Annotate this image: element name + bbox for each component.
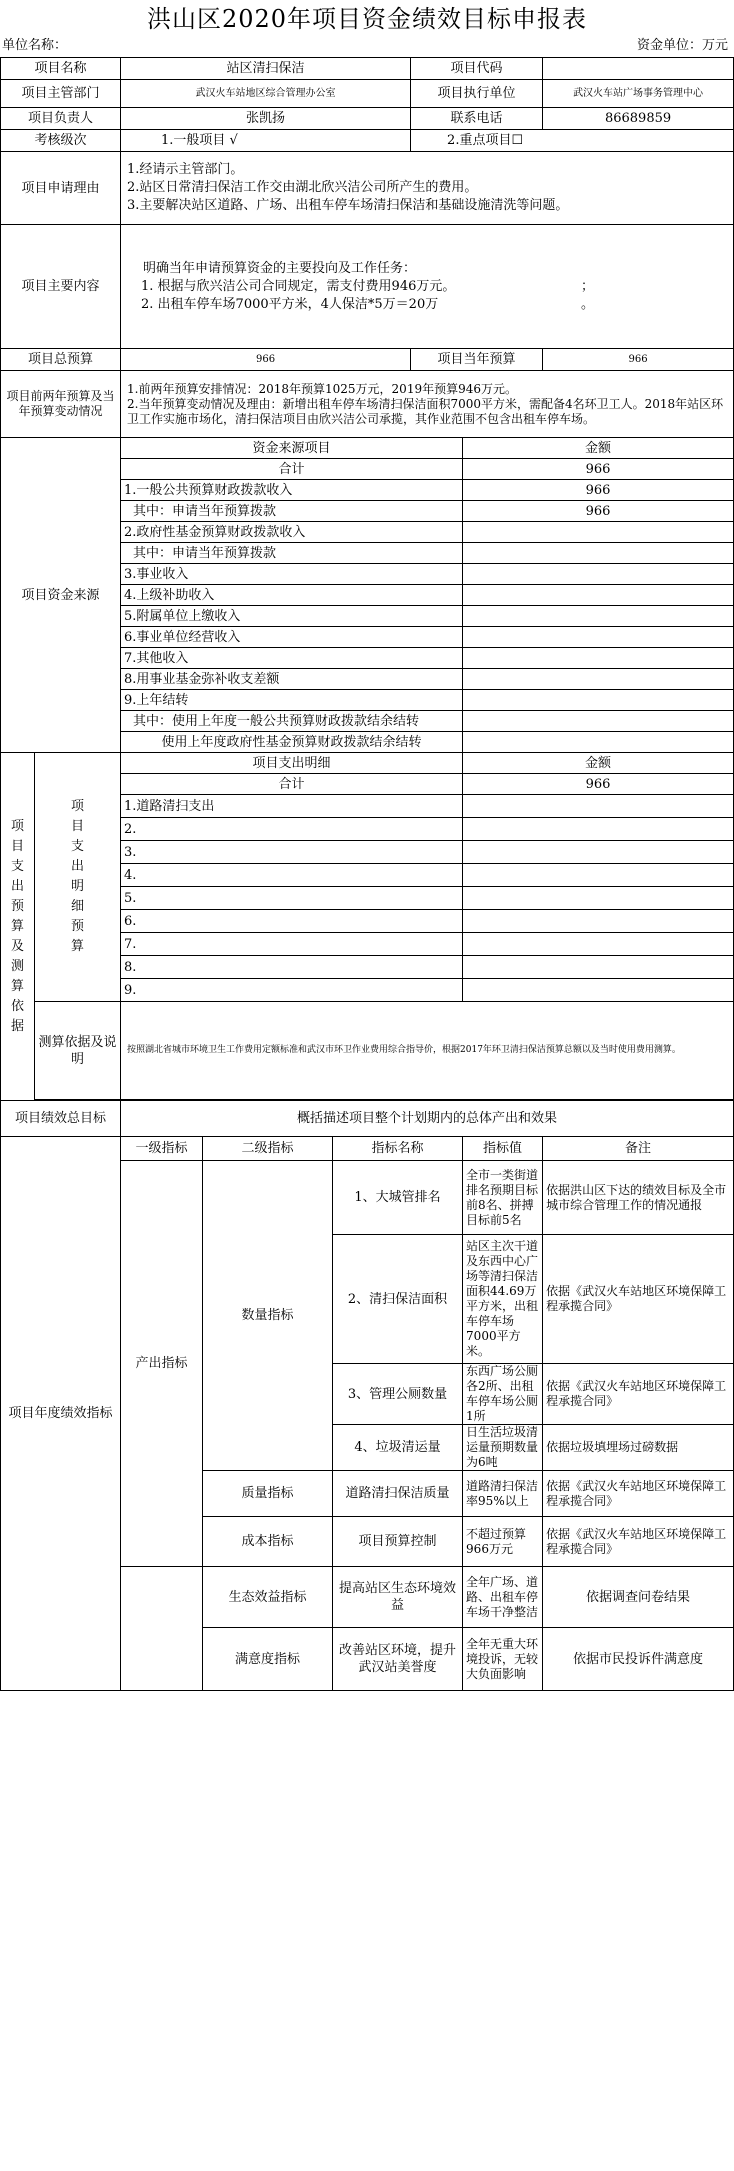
reason-text <box>121 152 734 225</box>
header-name: 指标名称 <box>333 1137 463 1161</box>
q1-note: 依据洪山区下达的绩效目标及全市城市综合管理工作的情况通报 <box>543 1161 734 1235</box>
row-reason <box>1 152 734 225</box>
funding-item: 2.政府性基金预算财政拨款收入 <box>121 522 463 543</box>
change-line: 2.当年预算变动情况及理由：新增出租车停车场清扫保洁面积7000平方米，需配备4名环卫工人。2018年站区环卫工作实施市场化，清扫保洁项目由欣兴洁公司承揽，其作业范围不包含出租车停车场。 <box>127 396 724 426</box>
q2-note: 依据《武汉火车站地区环境保障工程承揽合同》 <box>543 1235 734 1364</box>
goal-row <box>1 1101 734 1137</box>
row-leader <box>1 108 734 130</box>
funding-amount <box>463 606 734 627</box>
goal-label: 项目绩效总目标 <box>1 1101 121 1137</box>
expense-item: 8. <box>121 956 463 979</box>
quantity-label: 数量指标 <box>203 1161 333 1471</box>
exec-unit-label: 项目执行单位 <box>411 80 543 108</box>
unit-line <box>2 35 728 57</box>
eco-value: 全年广场、道路、出租车停车场干净整洁 <box>463 1567 543 1628</box>
assess-general: 1.一般项目 √ <box>121 130 411 152</box>
expense-item: 6. <box>121 910 463 933</box>
row-budget <box>1 349 734 371</box>
performance-table <box>0 57 734 1691</box>
leader-label: 项目负责人 <box>1 108 121 130</box>
cost-note: 依据《武汉火车站地区环境保障工程承揽合同》 <box>543 1517 734 1567</box>
expense-item: 1.道路清扫支出 <box>121 795 463 818</box>
funding-amount: 966 <box>463 501 734 522</box>
reason-line: 1.经请示主管部门。 <box>127 162 244 177</box>
expense-header-row <box>1 753 734 774</box>
funding-amount <box>463 711 734 732</box>
year-budget-value: 966 <box>543 349 734 371</box>
header-value: 指标值 <box>463 1137 543 1161</box>
expense-amount <box>463 979 734 1002</box>
quality-value: 道路清扫保洁率95%以上 <box>463 1471 543 1517</box>
change-label: 项目前两年预算及当年预算变动情况 <box>1 371 121 438</box>
eco-name: 提高站区生态环境效益 <box>333 1567 463 1628</box>
funding-item: 4.上级补助收入 <box>121 585 463 606</box>
sat-value: 全年无重大环境投诉，无较大负面影响 <box>463 1628 543 1691</box>
change-line: 1.前两年预算安排情况：2018年预算1025万元，2019年预算946万元。 <box>127 381 517 396</box>
year-budget-label: 项目当年预算 <box>411 349 543 371</box>
unit-name-label: 单位名称： <box>2 38 68 53</box>
funding-col-amount: 金额 <box>463 438 734 459</box>
content-text <box>121 225 734 349</box>
expense-total-label: 合计 <box>121 774 463 795</box>
project-name-value: 站区清扫保洁 <box>121 58 411 80</box>
assess-key: 2.重点项目☐ <box>411 130 734 152</box>
header-note: 备注 <box>543 1137 734 1161</box>
effect-blank <box>121 1628 203 1691</box>
q4-value: 日生活垃圾清运量预期数量为6吨 <box>463 1425 543 1471</box>
expense-item: 4. <box>121 864 463 887</box>
basis-text: 按照湖北省城市环境卫生工作费用定额标准和武汉市环卫作业费用综合指导价，根据2017年环卫清扫保洁预算总额以及当时使用费用测算。 <box>121 1002 734 1100</box>
funding-amount: 966 <box>463 459 734 480</box>
funding-amount <box>463 648 734 669</box>
funding-amount: 966 <box>463 480 734 501</box>
q3-note: 依据《武汉火车站地区环境保障工程承揽合同》 <box>543 1364 734 1425</box>
phone-label: 联系电话 <box>411 108 543 130</box>
funding-item: 1.一般公共预算财政拨款收入 <box>121 480 463 501</box>
total-budget-label: 项目总预算 <box>1 349 121 371</box>
header-lvl1: 一级指标 <box>121 1137 203 1161</box>
dept-value: 武汉火车站地区综合管理办公室 <box>121 80 411 108</box>
q1-name: 1、大城管排名 <box>333 1161 463 1235</box>
header-lvl2: 二级指标 <box>203 1137 333 1161</box>
content-block <box>141 260 727 314</box>
row-change <box>1 371 734 438</box>
funding-item: 其中：使用上年度一般公共预算财政拨款结余结转 <box>121 711 463 732</box>
output-label: 产出指标 <box>121 1161 203 1567</box>
quality-name: 道路清扫保洁质量 <box>333 1471 463 1517</box>
expense-item: 9. <box>121 979 463 1002</box>
funding-item: 合计 <box>121 459 463 480</box>
q4-note: 依据垃圾填埋场过磅数据 <box>543 1425 734 1471</box>
sat-note: 依据市民投诉件满意度 <box>543 1628 734 1691</box>
satisfaction-label: 满意度指标 <box>203 1628 333 1691</box>
expense-amount <box>463 841 734 864</box>
content-mark: ； <box>581 278 595 294</box>
funding-item: 使用上年度政府性基金预算财政拨款结余结转 <box>121 732 463 753</box>
expense-amount <box>463 818 734 841</box>
expense-amount <box>463 933 734 956</box>
funding-item: 6.事业单位经营收入 <box>121 627 463 648</box>
expense-total-amount: 966 <box>463 774 734 795</box>
basis-label: 测算依据及说明 <box>35 1002 121 1100</box>
funding-amount <box>463 732 734 753</box>
funding-item: 9.上年结转 <box>121 690 463 711</box>
annual-header-row <box>1 1137 734 1161</box>
reason-label: 项目申请理由 <box>1 152 121 225</box>
expense-sub-label <box>35 753 121 1002</box>
content-label: 项目主要内容 <box>1 225 121 349</box>
content-line: 1. 根据与欣兴洁公司合同规定，需支付费用946万元。 <box>141 278 456 294</box>
row-assess <box>1 130 734 152</box>
funding-item: 8.用事业基金弥补收支差额 <box>121 669 463 690</box>
content-line: 2. 出租车停车场7000平方米，4人保洁*5万＝20万 <box>141 296 439 312</box>
q2-name: 2、清扫保洁面积 <box>333 1235 463 1364</box>
cost-name: 项目预算控制 <box>333 1517 463 1567</box>
expense-amount <box>463 910 734 933</box>
phone-value: 86689859 <box>543 108 734 130</box>
reason-line: 3.主要解决站区道路、广场、出租车停车场清扫保洁和基础设施清洗等问题。 <box>127 198 569 213</box>
total-budget-value: 966 <box>121 349 411 371</box>
row-content <box>1 225 734 349</box>
q3-value: 东西广场公厕各2所、出租车停车场公厕1所 <box>463 1364 543 1425</box>
expense-sub-label-text: 项目支出明细预算 <box>70 799 84 954</box>
expense-amount <box>463 887 734 910</box>
exec-unit-value: 武汉火车站广场事务管理中心 <box>543 80 734 108</box>
project-code-value <box>543 58 734 80</box>
funding-amount <box>463 627 734 648</box>
eco-note: 依据调查问卷结果 <box>543 1567 734 1628</box>
funding-amount <box>463 690 734 711</box>
funding-amount <box>463 564 734 585</box>
funding-item: 7.其他收入 <box>121 648 463 669</box>
funding-amount <box>463 543 734 564</box>
funding-item: 3.事业收入 <box>121 564 463 585</box>
project-code-label: 项目代码 <box>411 58 543 80</box>
cost-value: 不超过预算966万元 <box>463 1517 543 1567</box>
sat-name: 改善站区环境，提升武汉站美誉度 <box>333 1628 463 1691</box>
funding-amount <box>463 585 734 606</box>
expense-item: 7. <box>121 933 463 956</box>
form-title: 洪山区2020年项目资金绩效目标申报表 <box>146 5 588 33</box>
funding-item: 5.附属单位上缴收入 <box>121 606 463 627</box>
quality-label: 质量指标 <box>203 1471 333 1517</box>
assess-label: 考核级次 <box>1 130 121 152</box>
expense-amount <box>463 956 734 979</box>
expense-col-detail: 项目支出明细 <box>121 753 463 774</box>
expense-label-text: 项目支出预算及测算依据 <box>10 818 24 1034</box>
expense-item: 2. <box>121 818 463 841</box>
effect-blank <box>121 1567 203 1628</box>
funding-item: 其中：申请当年预算拨款 <box>121 543 463 564</box>
basis-row <box>1 1002 734 1100</box>
funding-label: 项目资金来源 <box>1 438 121 753</box>
expense-col-amount: 金额 <box>463 753 734 774</box>
expense-label <box>1 753 35 1101</box>
funding-header-row <box>1 438 734 459</box>
reason-line: 2.站区日常清扫保洁工作交由湖北欣兴洁公司所产生的费用。 <box>127 180 478 195</box>
content-mark: 。 <box>581 296 595 312</box>
project-name-label: 项目名称 <box>1 58 121 80</box>
leader-value: 张凯扬 <box>121 108 411 130</box>
funding-amount <box>463 522 734 543</box>
row-dept <box>1 80 734 108</box>
funding-item: 其中：申请当年预算拨款 <box>121 501 463 522</box>
q4-name: 4、垃圾清运量 <box>333 1425 463 1471</box>
fund-unit-label: 资金单位：万元 <box>636 38 728 53</box>
cost-label: 成本指标 <box>203 1517 333 1567</box>
expense-item: 5. <box>121 887 463 910</box>
expense-item: 3. <box>121 841 463 864</box>
funding-amount <box>463 669 734 690</box>
content-line: 明确当年申请预算资金的主要投向及工作任务： <box>143 260 417 276</box>
expense-amount <box>463 795 734 818</box>
change-text <box>121 371 734 438</box>
eco-label: 生态效益指标 <box>203 1567 333 1628</box>
q1-value: 全市一类街道排名预期目标前8名、拼搏目标前5名 <box>463 1161 543 1235</box>
q3-name: 3、管理公厕数量 <box>333 1364 463 1425</box>
goal-text: 概括描述项目整个计划期内的总体产出和效果 <box>121 1101 734 1137</box>
dept-label: 项目主管部门 <box>1 80 121 108</box>
annual-label: 项目年度绩效指标 <box>1 1137 121 1691</box>
row-project-name <box>1 58 734 80</box>
expense-amount <box>463 864 734 887</box>
funding-col-source: 资金来源项目 <box>121 438 463 459</box>
q2-value: 站区主次干道及东西中心广场等清扫保洁面积44.69万平方米，出租车停车场7000平方米。 <box>463 1235 543 1364</box>
quality-note: 依据《武汉火车站地区环境保障工程承揽合同》 <box>543 1471 734 1517</box>
